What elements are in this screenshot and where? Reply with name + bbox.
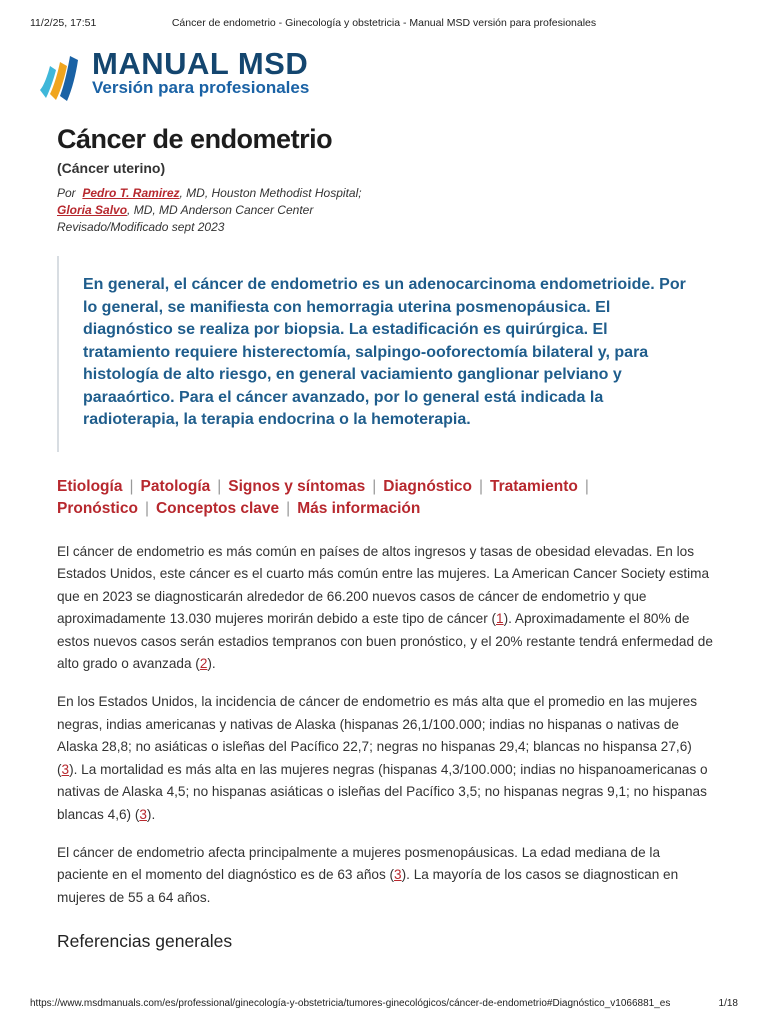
page-title: Cáncer de endometrio: [57, 124, 333, 154]
reference-link[interactable]: 2: [199, 656, 208, 672]
paragraph: [57, 842, 713, 910]
reference-link[interactable]: 3: [139, 807, 147, 823]
print-header: [0, 0, 768, 32]
print-page-number: 1/18: [718, 998, 738, 1009]
nav-separator: |: [372, 477, 377, 495]
paragraph: [57, 691, 713, 827]
paragraph-text: ). La mayoría de los casos se diagnostican en mujeres de 55 a 64 años.: [57, 867, 679, 905]
paragraph: [57, 541, 713, 677]
nav-separator: |: [129, 477, 134, 495]
section-heading-referencias: Referencias generales: [57, 931, 233, 952]
nav-link-diagnostico[interactable]: Diagnóstico: [383, 477, 472, 495]
nav-separator: |: [478, 477, 483, 495]
msd-logo-icon: [36, 46, 90, 102]
reference-link[interactable]: 1: [496, 611, 504, 627]
reference-link[interactable]: 3: [61, 761, 70, 777]
nav-separator: |: [144, 499, 149, 517]
summary-box: [57, 256, 713, 452]
author-affiliation: , MD, Houston Methodist Hospital;: [179, 186, 362, 200]
section-nav: [57, 476, 713, 520]
logo-tagline: Versión para profesionales: [92, 78, 310, 97]
byline: [57, 185, 713, 236]
print-datetime: 11/2/25, 17:51: [30, 17, 97, 29]
nav-link-conceptos-clave[interactable]: Conceptos clave: [155, 499, 280, 517]
nav-link-tratamiento[interactable]: Tratamiento: [490, 477, 578, 495]
paragraph-text: ). La mortalidad es más alta en las mujeres negras (hispanas 4,3/100.000; indias no hispanoamericanas o nativas de Alaska 4,5; no hispanas asiáticas o isleñas del Pacífico 3,5; no hispanas negras 9,1; no hispanas blancas 4,6) (: [57, 761, 708, 823]
nav-link-signos-sintomas[interactable]: Signos y síntomas: [228, 477, 366, 495]
paragraph-text: El cáncer de endometrio afecta principalmente a mujeres posmenopáusicas. La edad mediana de la paciente en el momento del diagnóstico es de 63 años (: [57, 844, 661, 883]
page-subtitle: (Cáncer uterino): [57, 160, 166, 176]
site-logo[interactable]: [36, 44, 356, 104]
print-url: https://www.msdmanuals.com/es/professional/ginecología-y-obstetricia/tumores-ginecológicos/cáncer-de-endometrio#Diagnóstico_v1066881_es: [30, 998, 671, 1009]
paragraph-text: ).: [146, 807, 156, 823]
logo-name: MANUAL MSD: [92, 46, 309, 81]
reference-link[interactable]: 3: [394, 867, 402, 883]
nav-link-etiologia[interactable]: Etiología: [57, 477, 123, 495]
nav-separator: |: [217, 477, 222, 495]
nav-link-mas-informacion[interactable]: Más información: [297, 499, 421, 517]
paragraph-text: ).: [207, 656, 216, 672]
article: [57, 120, 713, 968]
nav-separator: |: [286, 499, 291, 517]
author-link-salvo[interactable]: Gloria Salvo: [57, 203, 128, 217]
revision-date: Revisado/Modificado sept 2023: [57, 220, 225, 234]
summary-text: En general, el cáncer de endometrio es un adenocarcinoma endometrioide. Por lo general, se manifiesta con hemorragia uterina posmenopáusica. El diagnóstico se realiza por biopsia. La estadificación es quirúrgica. El tratamiento requiere histerectomía, salpingo-ooforectomía bilateral y, para histología de alto riesgo, en general vaciamiento ganglionar pelviano y paraaórtico. Para el cáncer avanzado, por lo general está indicada la radioterapia, la terapia endocrina o la hemoterapia.: [83, 276, 686, 428]
paragraph-text: El cáncer de endometrio es más común en países de altos ingresos y tasas de obesidad elevadas. En los Estados Unidos, este cáncer es el cuarto más común entre las mujeres. La American Cancer Society estima que en 2023 se diagnosticarán alrededor de 66.200 nuevos casos de cáncer de endometrio y que aproximadamente 13.030 mujeres morirán debido a este tipo de cáncer (: [57, 543, 710, 627]
author-affiliation: , MD, MD Anderson Cancer Center: [127, 203, 314, 217]
byline-prefix: Por: [57, 186, 76, 200]
paragraph-text: En los Estados Unidos, la incidencia de cáncer de endometrio es más alta que el promedio en las mujeres negras, indias americanas y nativas de Alaska (hispanas 26,1/100.000; indias no hispanas o nativas de Alaska 28,8; no asiáticas o isleñas del Pacífico 22,7; negras no hispanas 29,4; blancas no hispansa 27,6) (: [57, 694, 698, 777]
nav-separator: |: [584, 477, 589, 495]
nav-link-patologia[interactable]: Patología: [140, 477, 211, 495]
print-footer: [0, 994, 768, 1024]
author-link-ramirez[interactable]: Pedro T. Ramirez: [82, 186, 180, 200]
nav-link-pronostico[interactable]: Pronóstico: [57, 499, 138, 517]
print-page-title: Cáncer de endometrio - Ginecología y obstetricia - Manual MSD versión para profesionales: [171, 17, 597, 29]
paragraph-text: ). Aproximadamente el 80% de estos nuevos casos serán estadios tempranos con buen pronóstico, y el 20% restante tendrá enfermedad de alto grado o avanzada (: [57, 611, 713, 672]
